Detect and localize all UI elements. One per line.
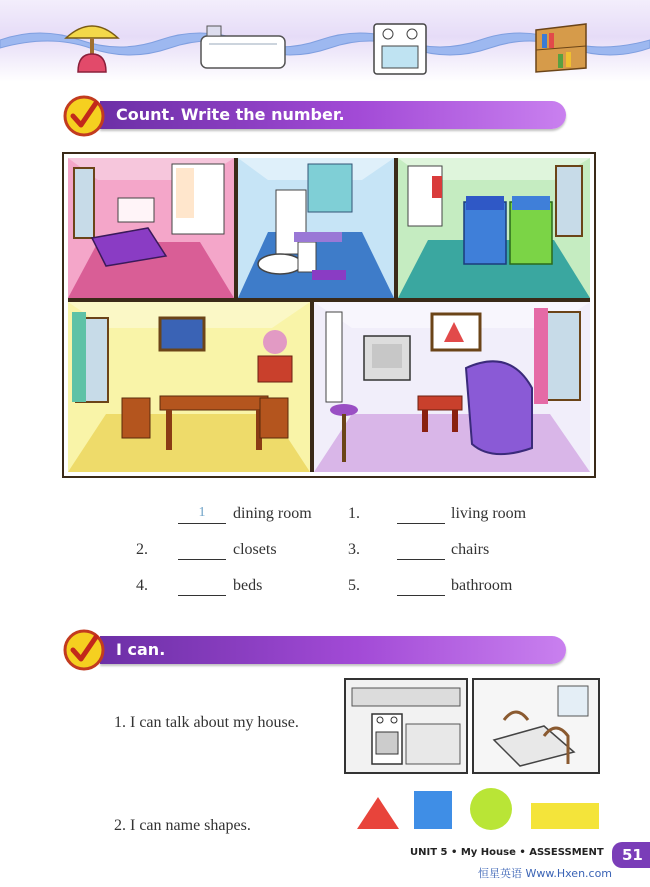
exercise-row — [100, 541, 560, 577]
count-section-title: Count. Write the number. — [116, 105, 345, 124]
item-word: chairs — [451, 541, 490, 558]
square-icon — [414, 791, 454, 831]
ican-section-title: I can. — [116, 640, 166, 659]
ican-item-shapes: 2. I can name shapes. — [114, 817, 251, 834]
checkmark-icon — [62, 94, 106, 138]
item-number: 4. — [136, 577, 148, 594]
ican-item-house: 1. I can talk about my house. — [114, 714, 299, 731]
exercise-row — [100, 505, 560, 541]
answer-blank[interactable] — [397, 577, 445, 596]
count-exercise — [100, 505, 560, 613]
item-number: 1. — [348, 505, 360, 522]
page-number: 51 — [622, 846, 643, 864]
item-word: closets — [233, 541, 277, 558]
bathroom-blue — [238, 158, 394, 298]
item-word: beds — [233, 577, 263, 594]
bathtub-icon — [195, 22, 291, 74]
triangle-icon — [355, 795, 401, 831]
bookshelf-icon — [530, 22, 592, 74]
count-section-bar — [100, 101, 566, 129]
bedroom-thumbnail — [472, 678, 600, 774]
kitchen-thumbnail — [344, 678, 468, 774]
answer-blank[interactable]: 1 — [178, 505, 226, 524]
item-word: living room — [451, 505, 527, 522]
kitchen-icon — [346, 680, 466, 772]
rectangle-icon — [531, 803, 601, 831]
watermark: 恒星英语 Www.Hxen.com — [478, 867, 613, 880]
checkmark-icon — [62, 628, 106, 672]
item-number: 2. — [136, 541, 148, 558]
item-number: 5. — [348, 577, 360, 594]
item-number: 3. — [348, 541, 360, 558]
stove-icon — [368, 20, 432, 78]
item-word: bathroom — [451, 577, 513, 594]
item-word: dining room — [233, 505, 312, 522]
bed-icon — [474, 680, 598, 772]
answer-blank[interactable] — [178, 577, 226, 596]
house-illustration — [62, 152, 596, 478]
dining-room-yellow — [68, 302, 310, 472]
answer-blank[interactable] — [397, 541, 445, 560]
living-room-lavender — [314, 302, 590, 472]
unit-label: UNIT 5 • My House • ASSESSMENT — [410, 847, 604, 858]
answer-blank[interactable] — [397, 505, 445, 524]
circle-icon — [468, 786, 514, 832]
exercise-row — [100, 577, 560, 613]
bedroom-pink — [68, 158, 234, 298]
bedroom-green — [398, 158, 590, 298]
lamp-icon — [60, 14, 124, 76]
answer-blank[interactable] — [178, 541, 226, 560]
ican-section-bar — [100, 636, 566, 664]
